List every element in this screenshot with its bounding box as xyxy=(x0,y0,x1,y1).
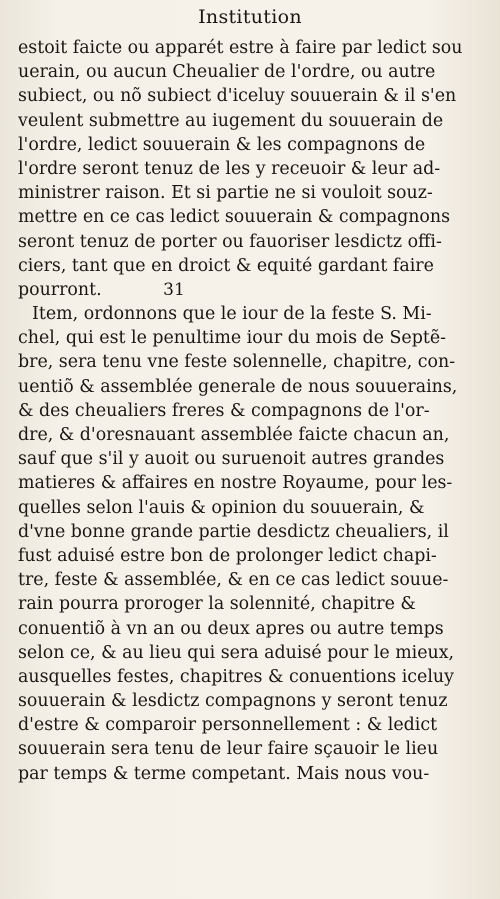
paragraph-1-final-line xyxy=(18,278,486,302)
text-line: uentiõ & assemblée generale de nous souuerains, xyxy=(18,376,458,397)
text-line: matieres & affaires en nostre Royaume, pour les- xyxy=(18,473,453,494)
text-line: quelles selon l'auis & opinion du souuerain, & xyxy=(18,497,425,518)
folio-number: 31 xyxy=(163,279,185,300)
final-line-text: pourront. xyxy=(18,279,102,300)
text-line: l'ordre, ledict souuerain & les compagnons de xyxy=(18,134,426,155)
paragraph-1 xyxy=(18,36,486,278)
text-line: & des cheualiers freres & compagnons de l'or- xyxy=(18,400,430,421)
text-line: fust aduisé estre bon de prolonger ledict chapi- xyxy=(18,545,437,566)
paragraph-2 xyxy=(18,302,486,786)
text-line: d'estre & comparoir personnellement : & ledict xyxy=(18,715,438,736)
text-line: uerain, ou aucun Cheualier de l'ordre, ou autre xyxy=(18,62,436,83)
text-line: souuerain sera tenu de leur faire sçauoir le lieu xyxy=(18,739,439,760)
text-line: dre, & d'oresnauant assemblée faicte chacun an, xyxy=(18,425,450,445)
text-line: par temps & terme competant. Mais nous vou- xyxy=(18,763,430,784)
text-line: ausquelles festes, chapitres & conuentions iceluy xyxy=(18,666,454,687)
text-line: ministrer raison. Et si partie ne si vouloit souz- xyxy=(18,183,433,204)
text-line: tre, feste & assemblée, & en ce cas ledict souue- xyxy=(18,570,449,591)
text-line: bre, sera tenu vne feste solennelle, chapitre, con- xyxy=(18,352,456,373)
text-line: rain pourra proroger la solennité, chapitre & xyxy=(18,594,416,615)
text-line: subiect, ou nõ subiect d'iceluy souuerain & il s'en xyxy=(18,86,457,107)
running-header: Institution xyxy=(198,6,302,28)
text-line: conuentiõ à vn an ou deux apres ou autre temps xyxy=(18,618,444,639)
text-line: chel, qui est le penultime iour du mois de Septẽ- xyxy=(18,328,446,349)
text-line: mettre en ce cas ledict souuerain & compagnons xyxy=(18,207,451,228)
text-line: selon ce, & au lieu qui sera aduisé pour le mieux, xyxy=(18,642,455,663)
text-line: veulent submettre au iugement du souuerain de xyxy=(18,110,444,131)
text-line: estoit faicte ou apparét estre à faire par ledict sou xyxy=(18,38,463,58)
body-text xyxy=(18,36,486,786)
text-line: sauf que s'il y auoit ou suruenoit autres grandes xyxy=(18,449,445,470)
text-line: Item, ordonnons que le iour de la feste S. Mi- xyxy=(32,304,432,325)
text-line: d'vne bonne grande partie desdictz cheualiers, il xyxy=(18,521,449,542)
text-line: seront tenuz de porter ou fauoriser lesdictz offi- xyxy=(18,231,442,252)
text-line: souuerain & lesdictz compagnons y seront tenuz xyxy=(18,691,448,712)
text-line: ciers, tant que en droict & equité gardant faire xyxy=(18,255,434,276)
text-line: l'ordre seront tenuz de les y receuoir & leur ad- xyxy=(18,158,441,179)
